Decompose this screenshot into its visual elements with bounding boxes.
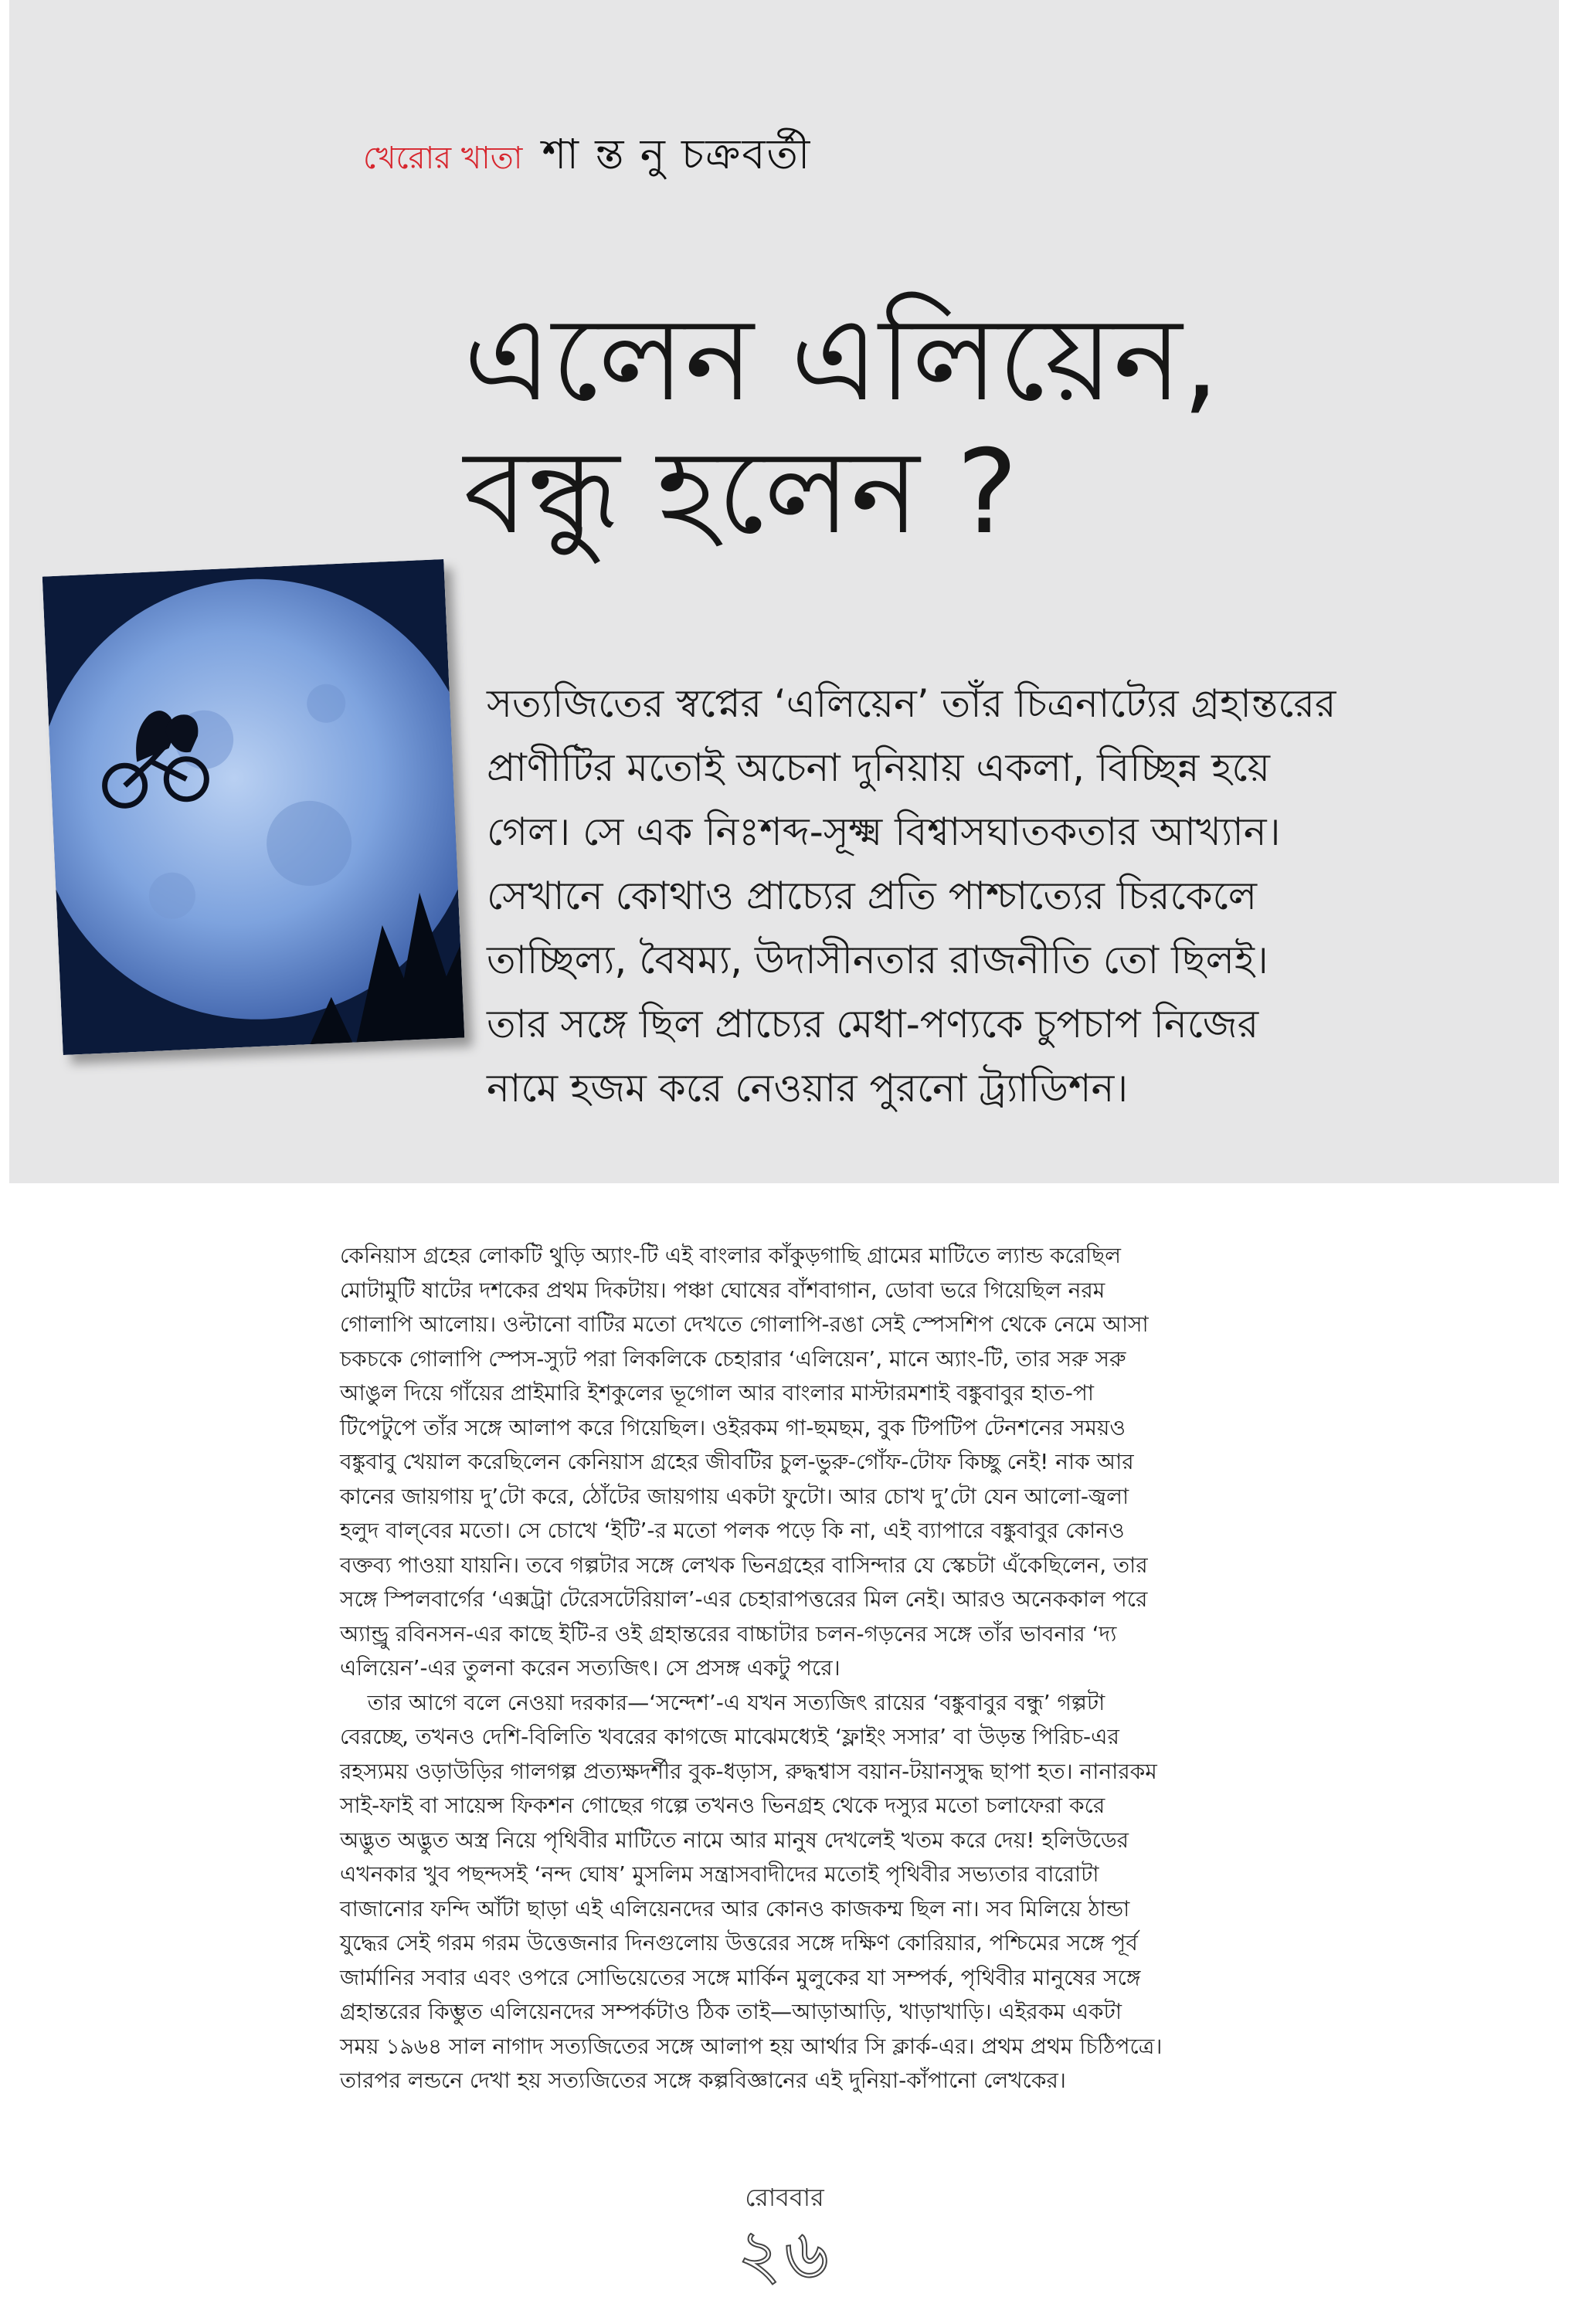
lead-line: গেল। সে এক নিঃশব্দ-সূক্ষ্ম বিশ্বাসঘাতকতার আখ্যান।	[487, 809, 1281, 854]
lead-line: প্রাণীটির মতোই অচেনা দুনিয়ায় একলা, বিচ্ছিন্ন হয়ে	[487, 745, 1270, 790]
body-line: বেরচ্ছে, তখনও দেশি-বিলিতি খবরের কাগজে মাঝেমধ্যেই ‘ফ্লাইং সসার’ বা উড়ন্ত পিরিচ-এর	[340, 1724, 1119, 1749]
body-line: রহস্যময় ওড়াউড়ির গালগল্প প্রত্যক্ষদর্শীর বুক-ধড়াস, রুদ্ধশ্বাস বয়ান-টয়ানসুদ্ধ ছাপা হত। নানারকম	[340, 1758, 1157, 1784]
body-line: বক্তব্য পাওয়া যায়নি। তবে গল্পটার সঙ্গে লেখক ভিনগ্রহের বাসিন্দার যে স্কেচটা এঁকেছিলেন, তার	[340, 1552, 1148, 1578]
body-line: সঙ্গে স্পিলবার্গের ‘এক্সট্রা টেরেসটেরিয়াল’-এর চেহারাপত্তরের মিল নেই। আরও অনেককাল পরে	[340, 1586, 1148, 1612]
body-line: সময় ১৯৬৪ সাল নাগাদ সত্যজিতের সঙ্গে আলাপ হয় আর্থার সি ক্লার্ক-এর। প্রথম প্রথম চিঠিপত্রে।	[340, 2033, 1163, 2059]
moon-photo-image	[42, 559, 465, 1055]
body-line: অ্যান্ড্রু রবিনসন-এর কাছে ইটি-র ওই গ্রহান্তরের বাচ্চাটার চলন-গড়নের সঙ্গে তাঁর ভাবনার ‘দ্য	[340, 1620, 1117, 1647]
headline	[464, 293, 1530, 563]
lead-line: নামে হজম করে নেওয়ার পুরনো ট্র্যাডিশন।	[487, 1066, 1129, 1111]
body-line: কেনিয়াস গ্রহের লোকটি থুড়ি অ্যাং-টি এই বাংলার কাঁকুড়গাছি গ্রামের মাটিতে ল্যান্ড করেছিল	[340, 1243, 1122, 1268]
body-line: টিপেটুপে তাঁর সঙ্গে আলাপ করে গিয়েছিল। ওইরকম গা-ছমছম, বুক টিপটিপ টেনশনের সময়ও	[340, 1414, 1126, 1440]
body-line: এলিয়েন’-এর তুলনা করেন সত্যজিৎ। সে প্রসঙ্গ একটু পরে।	[340, 1655, 841, 1681]
headline-line-2: বন্ধু হলেন ?	[464, 426, 1018, 560]
author-name: শা ন্ত নু চক্রবর্তী	[542, 130, 812, 178]
body-line: চকচকে গোলাপি স্পেস-স্যুট পরা লিকলিকে চেহারার ‘এলিয়েন’, মানে অ্যাং-টি, তার সরু সরু	[340, 1345, 1126, 1372]
body-line: জার্মানির সবার এবং ওপরে সোভিয়েতের সঙ্গে মার্কিন মুলুকের যা সম্পর্ক, পৃথিবীর মানুষের সঙ্গে	[340, 1964, 1141, 1990]
body-line: এখনকার খুব পছন্দসই ‘নন্দ ঘোষ’ মুসলিম সন্ত্রাসবাদীদের মতোই পৃথিবীর সভ্যতার বারোটা	[340, 1861, 1099, 1887]
body-line: যুদ্ধের সেই গরম গরম উত্তেজনার দিনগুলোয় উত্তরের সঙ্গে দক্ষিণ কোরিয়ার, পশ্চিমের সঙ্গে পূর্ব	[340, 1930, 1138, 1956]
body-line: আঙুল দিয়ে গাঁয়ের প্রাইমারি ইশকুলের ভূগোল আর বাংলার মাস্টারমশাই বঙ্কুবাবুর হাত-পা	[340, 1380, 1094, 1406]
body-line: হলুদ বাল্‌বের মতো। সে চোখে ‘ইটি’-র মতো পলক পড়ে কি না, এই ব্যাপারে বঙ্কুবাবুর কোনও	[340, 1518, 1125, 1543]
body-line: বাজানোর ফন্দি আঁটা ছাড়া এই এলিয়েনদের আর কোনও কাজকম্ম ছিল না। সব মিলিয়ে ঠান্ডা	[340, 1895, 1130, 1922]
body-line: তার আগে বলে নেওয়া দরকার—‘সন্দেশ’-এ যখন সত্যজিৎ রায়ের ‘বঙ্কুবাবুর বন্ধু’ গল্পটা	[340, 1689, 1105, 1715]
body-line: গোলাপি আলোয়। ওল্টানো বাটির মতো দেখতে গোলাপি-রঙা সেই স্পেসশিপ থেকে নেমে আসা	[340, 1311, 1149, 1337]
article-body	[340, 1239, 1267, 2098]
page-number: ২৬	[737, 2214, 832, 2294]
body-line: বঙ্কুবাবু খেয়াল করেছিলেন কেনিয়াস গ্রহের জীবটির চুল-ভুরু-গোঁফ-টোফ কিচ্ছু নেই! নাক আর	[340, 1449, 1134, 1474]
body-line: গ্রহান্তরের কিম্ভুত এলিয়েনদের সম্পর্কটাও ঠিক তাই—আড়াআড়ি, খাড়াখাড়ি। এইরকম একটা	[340, 1999, 1122, 2024]
lead-line: তার সঙ্গে ছিল প্রাচ্যের মেধা-পণ্যকে চুপচাপ নিজের	[487, 1002, 1259, 1047]
body-line: মোটামুটি ষাটের দশকের প্রথম দিকটায়। পঞ্চা ঘোষের বাঁশবাগান, ডোবা ভরে গিয়েছিল নরম	[340, 1277, 1105, 1303]
headline-line-1: এলেন এলিয়েন,	[464, 293, 1220, 427]
body-line: সাই-ফাই বা সায়েন্স ফিকশন গোছের গল্পে তখনও ভিনগ্রহ থেকে দস্যুর মতো চলাফেরা করে	[340, 1793, 1105, 1818]
moon-bicycle-photo	[42, 559, 465, 1055]
lead-line: তাচ্ছিল্য, বৈষম্য, উদাসীনতার রাজনীতি তো ছিলই।	[487, 938, 1268, 982]
section-label: খেরোর খাতা	[363, 141, 523, 176]
body-line: তারপর লন্ডনে দেখা হয় সত্যজিতের সঙ্গে কল্পবিজ্ঞানের এই দুনিয়া-কাঁপানো লেখকের।	[340, 2068, 1066, 2093]
body-line: কানের জায়গায় দু’টো করে, ঠোঁটের জায়গায় একটা ফুটো। আর চোখ দু’টো যেন আলো-জ্বলা	[340, 1483, 1129, 1509]
page-footer	[0, 2178, 1569, 2294]
kicker	[363, 122, 811, 192]
lead-line: সেখানে কোথাও প্রাচ্যের প্রতি পাশ্চাত্যের চিরকেলে	[487, 874, 1257, 918]
body-line: অদ্ভুত অদ্ভুত অস্ত্র নিয়ে পৃথিবীর মাটিতে নামে আর মানুষ দেখলেই খতম করে দেয়! হলিউডের	[340, 1827, 1129, 1853]
lead-paragraph	[487, 672, 1530, 1121]
lead-line: সত্যজিতের স্বপ্নের ‘এলিয়েন’ তাঁর চিত্রনাট্যের গ্রহান্তরের	[487, 681, 1336, 726]
magazine-name: রোববার	[745, 2183, 824, 2212]
